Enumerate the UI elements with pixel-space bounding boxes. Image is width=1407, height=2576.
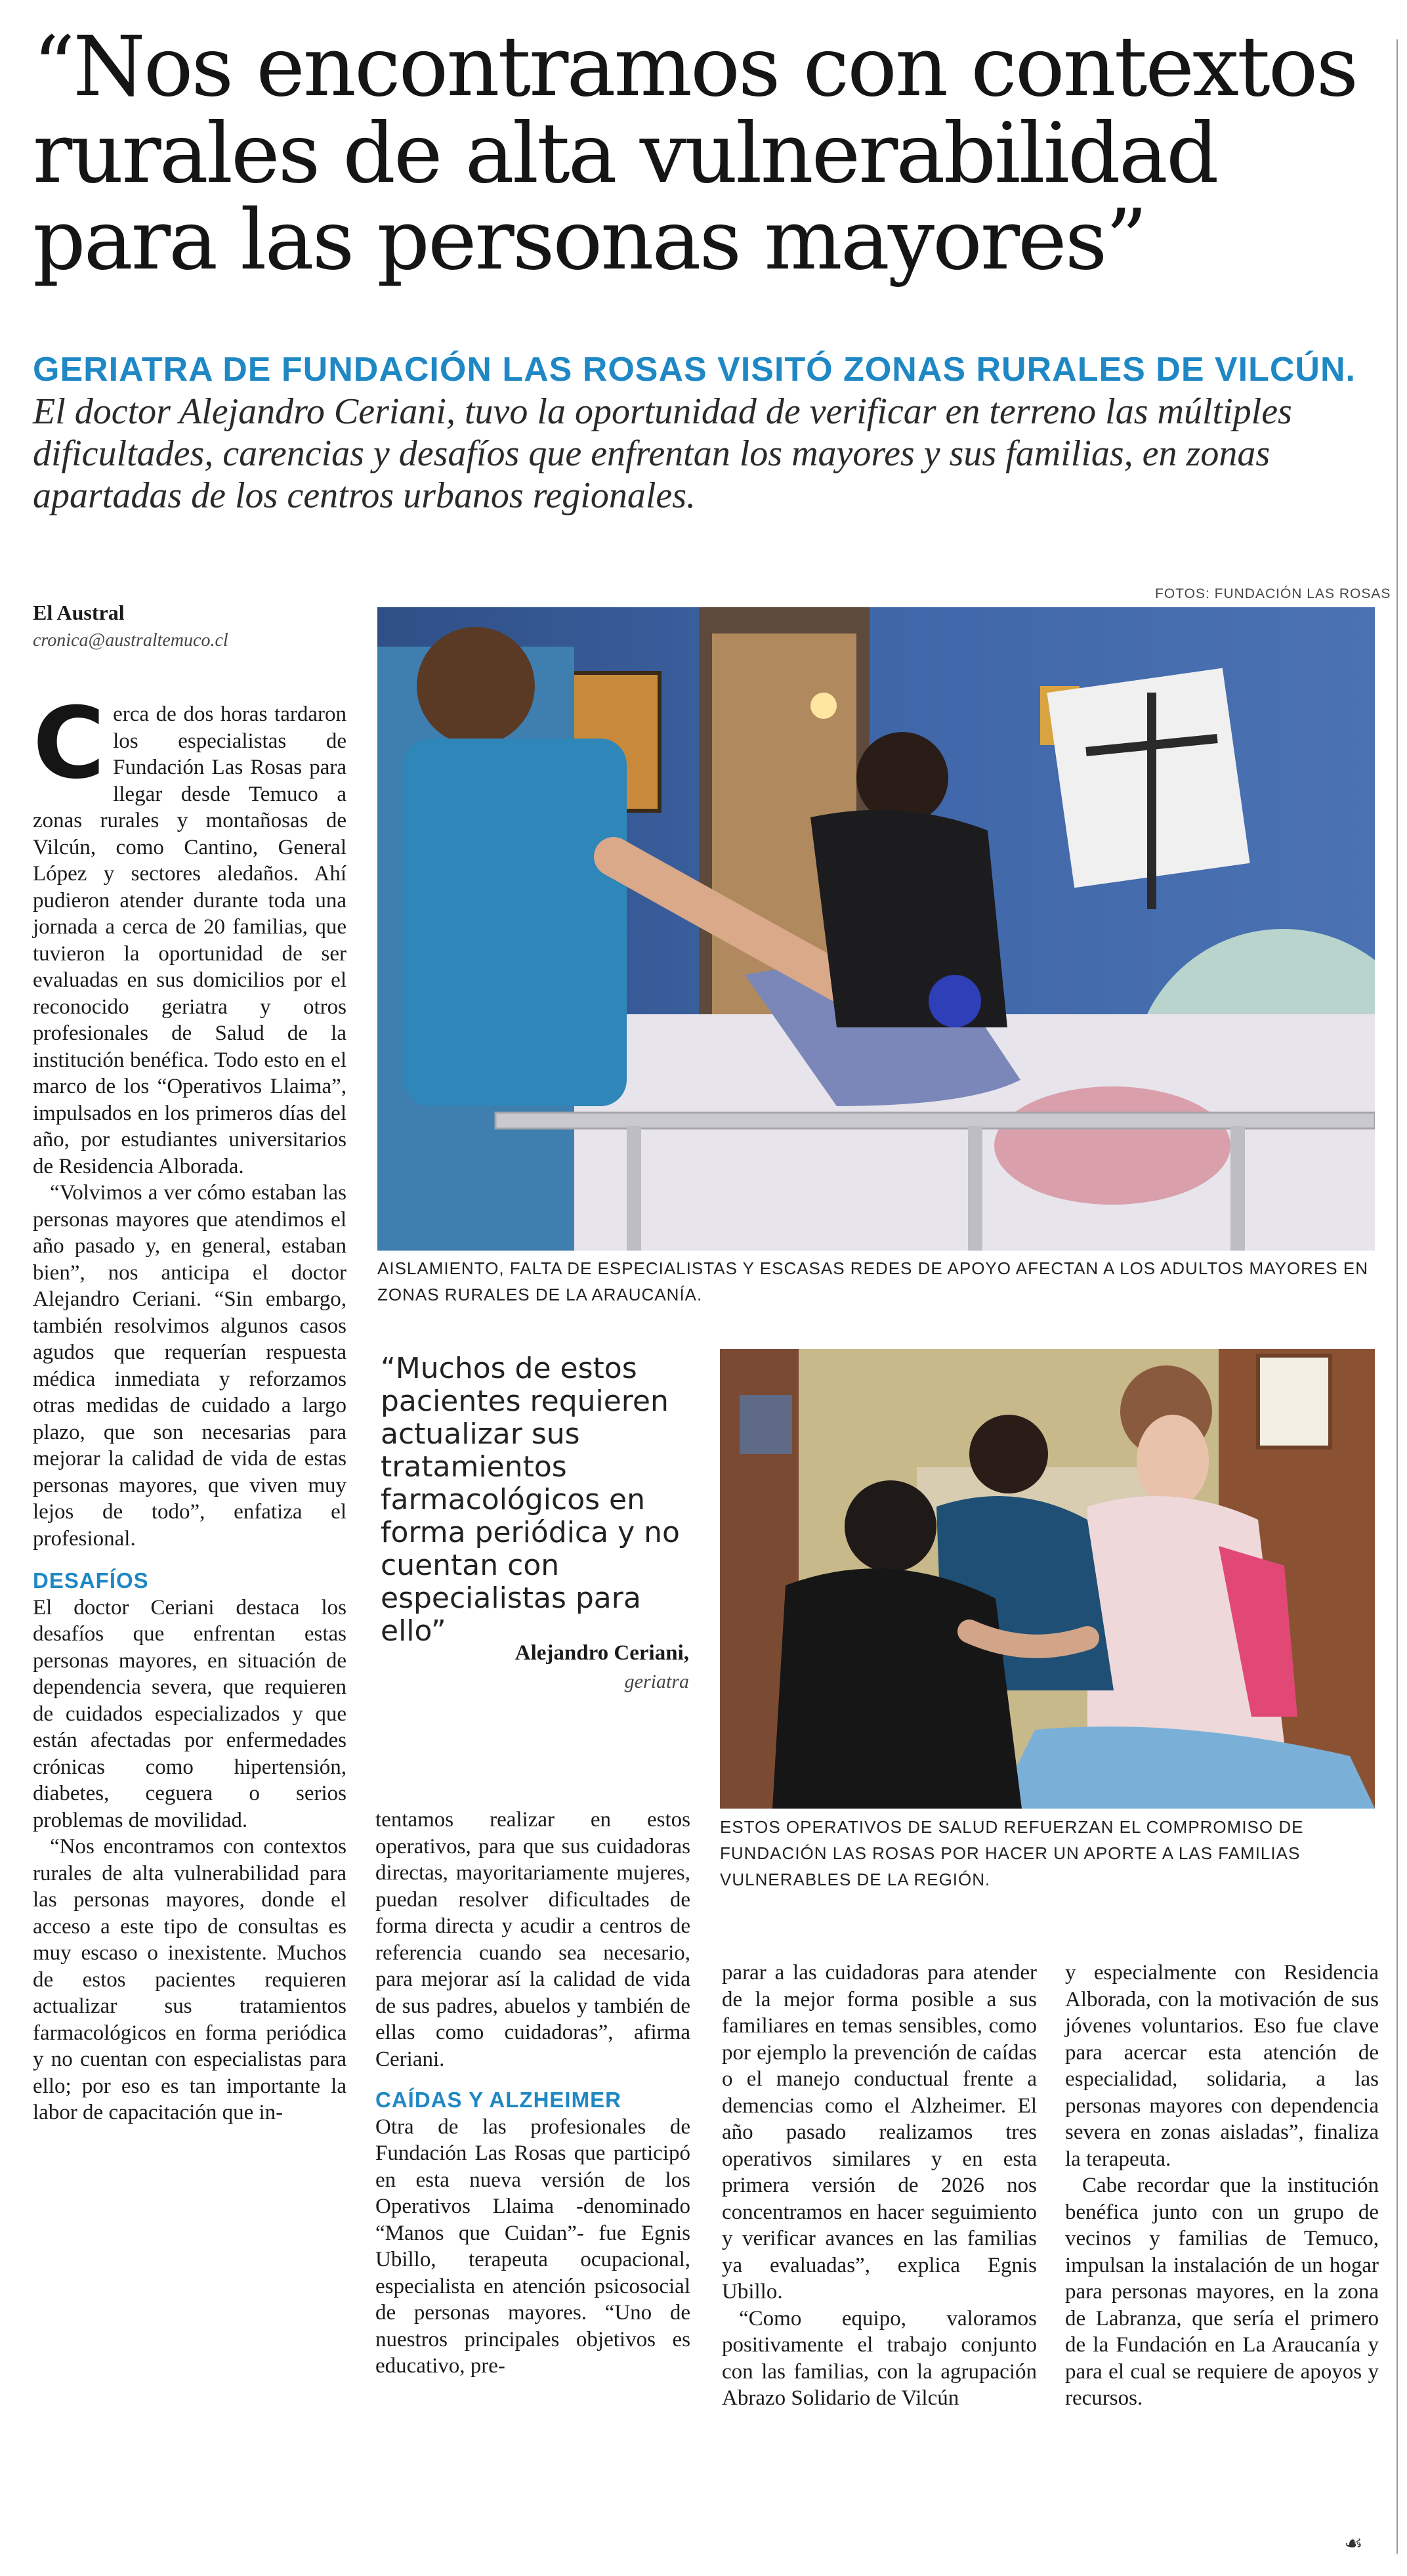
paragraph: erca de dos horas tardaron los especialistas de Fundación Las Rosas para llegar desde Temuco a zonas rurales y montañosas de Vilcún, como Cantino, General López y sectores aledaños. Ahí pudieron atender durante toda una jornada a cerca de 20 familias, que tuvieron la oportunidad de ser evaluadas en sus domicilios por el reconocido geriatra y otros profesionales de Salud de la institución benéfica. Todo esto en el marco de los “Operativos Llaima”, impulsados en los primeros días del año, por estudiantes universitarios de Residencia Alborada.: [33, 702, 346, 1178]
paragraph: Otra de las profesionales de Fundación Las Rosas que participó en esta nueva versión de los Operativos Llaima -denominado “Manos que Cuidan”- fue Egnis Ubillo, terapeuta ocupacional, especialista en atención psicosocial de personas mayores. “Uno de nuestros principales objetivos es educativo, pre-: [375, 2114, 690, 2378]
headline-line: rurales de alta vulnerabilidad: [33, 105, 1217, 202]
byline-name: El Austral: [33, 601, 125, 624]
deck-kicker: GERIATRA DE FUNDACIÓN LAS ROSAS VISITÓ ZONAS RURALES DE VILCÚN.: [33, 351, 1356, 389]
photo-credit: FOTOS: FUNDACIÓN LAS ROSAS: [1155, 586, 1391, 601]
headline-line: “Nos encontramos con contextos: [33, 18, 1357, 115]
paragraph: y especialmente con Residencia Alborada, con la motivación de sus jóvenes voluntarios. Eso fue clave para acercar esta atención de especialidad, solidaria, a las personas mayores con dependencia severa en zonas aisladas”, finaliza la terapeuta.: [1065, 1961, 1379, 2171]
pull-quote: “Muchos de estos pacientes requieren actualizar sus tratamientos farmacológicos en forma periódica y no cuentan con especialistas para ello”: [381, 1352, 680, 1648]
paragraph: tentamos realizar en estos operativos, para que sus cuidadoras directas, mayoritariamente mujeres, puedan resolver dificultades de forma directa y acudir a centros de referencia cuando sea necesario, para mejorar así la calidad de vida de sus padres, abuelos y también de ellas como cuidadoras”, afirma Ceriani.: [375, 1808, 690, 2071]
deck-text: El doctor Alejandro Ceriani, tuvo la oportunidad de verificar en terreno las múltiples dificultades, carencias y desafíos que enfrentan los mayores y sus familias, en zonas apartadas de los centros urbanos regionales.: [33, 391, 1292, 516]
pull-quote-author: Alejandro Ceriani,: [514, 1641, 689, 1665]
paragraph: Cabe recordar que la institución benéfica junto con un grupo de vecinos y familias de Temuco, impulsan la instalación de un hogar para personas mayores, en la zona de Labranza, que sería el primero de la Fundación en La Araucanía y para el cual se requiere de apoyos y recursos.: [1065, 2174, 1379, 2410]
photo-home-visit: [377, 607, 1375, 1251]
paragraph: “Volvimos a ver cómo estaban las personas mayores que atendimos el año pasado y, en general, estaban bien”, nos anticipa el doctor Alejandro Ceriani. “Sin embargo, también resolvimos algunos casos agudos que requerían respuesta médica inmediata y reforzamos otras medidas de cuidado a largo plazo, que son necesarias para mejorar la calidad de vida de estas personas mayores, que viven muy lejos de todo”, enfatiza el profesional.: [33, 1181, 346, 1551]
headline: [33, 18, 1365, 288]
paragraph: parar a las cuidadoras para atender de la mejor forma posible a sus familiares en temas sensibles, como por ejemplo la prevención de caídas o el manejo conductual frente a demencias como el Alzheimer. El año pasado realizamos tres operativos similares y en esta primera versión de 2026 nos concentramos en hacer seguimiento y verificar avances en las familias ya evaluadas”, explica Egnis Ubillo.: [722, 1961, 1037, 2304]
subheading-caidas: CAÍDAS Y ALZHEIMER: [375, 2088, 621, 2112]
paragraph: “Como equipo, valoramos positivamente el trabajo conjunto con las familias, con la agrupación Abrazo Solidario de Vilcún: [722, 2306, 1037, 2410]
paragraph: “Nos encontramos con contextos rurales de alta vulnerabilidad para las personas mayores, donde el acceso a este tipo de consultas es muy escaso o inexistente. Muchos de estos pacientes requieren actualizar sus tratamientos farmacológicos en forma periódica y no cuentan con especialistas para ello; por eso es tan importante la labor de capacitación que in-: [33, 1835, 346, 2124]
headline-line: para las personas mayores”: [33, 192, 1146, 288]
subheading-desafios: DESAFÍOS: [33, 1568, 149, 1593]
paragraph: El doctor Ceriani destaca los desafíos que enfrentan estas personas mayores, en situación de dependencia severa, que requieren de cuidados especializados y que están afectadas por enfermedades crónicas como hipertensión, diabetes, ceguera o serios problemas de movilidad.: [33, 1595, 346, 1832]
article-column-4: [1065, 1960, 1379, 2412]
photo-patient-consult: [720, 1349, 1375, 1809]
drop-cap: C: [33, 687, 106, 801]
deck: [33, 348, 1372, 517]
end-mark-icon: ☙: [1344, 2531, 1363, 2555]
caption-photo-patient-consult: ESTOS OPERATIVOS DE SALUD REFUERZAN EL COMPROMISO DE FUNDACIÓN LAS ROSAS POR HACER UN APORTE A LAS FAMILIAS VULNERABLES DE LA REGIÓN.: [720, 1817, 1304, 1889]
photo-home-visit-illustration: [377, 607, 1375, 1251]
byline-email[interactable]: cronica@australtemuco.cl: [33, 630, 228, 651]
page-edge-rule: [1396, 39, 1398, 2554]
caption-photo-home-visit: AISLAMIENTO, FALTA DE ESPECIALISTAS Y ESCASAS REDES DE APOYO AFECTAN A LOS ADULTOS MAYORES EN ZONAS RURALES DE LA ARAUCANÍA.: [377, 1258, 1368, 1304]
article-column-2: [375, 1807, 690, 2380]
pull-quote-role: geriatra: [624, 1671, 689, 1692]
photo-patient-consult-illustration: [720, 1349, 1375, 1809]
article-column-3: [722, 1960, 1037, 2412]
article-column-1: [33, 687, 346, 2126]
